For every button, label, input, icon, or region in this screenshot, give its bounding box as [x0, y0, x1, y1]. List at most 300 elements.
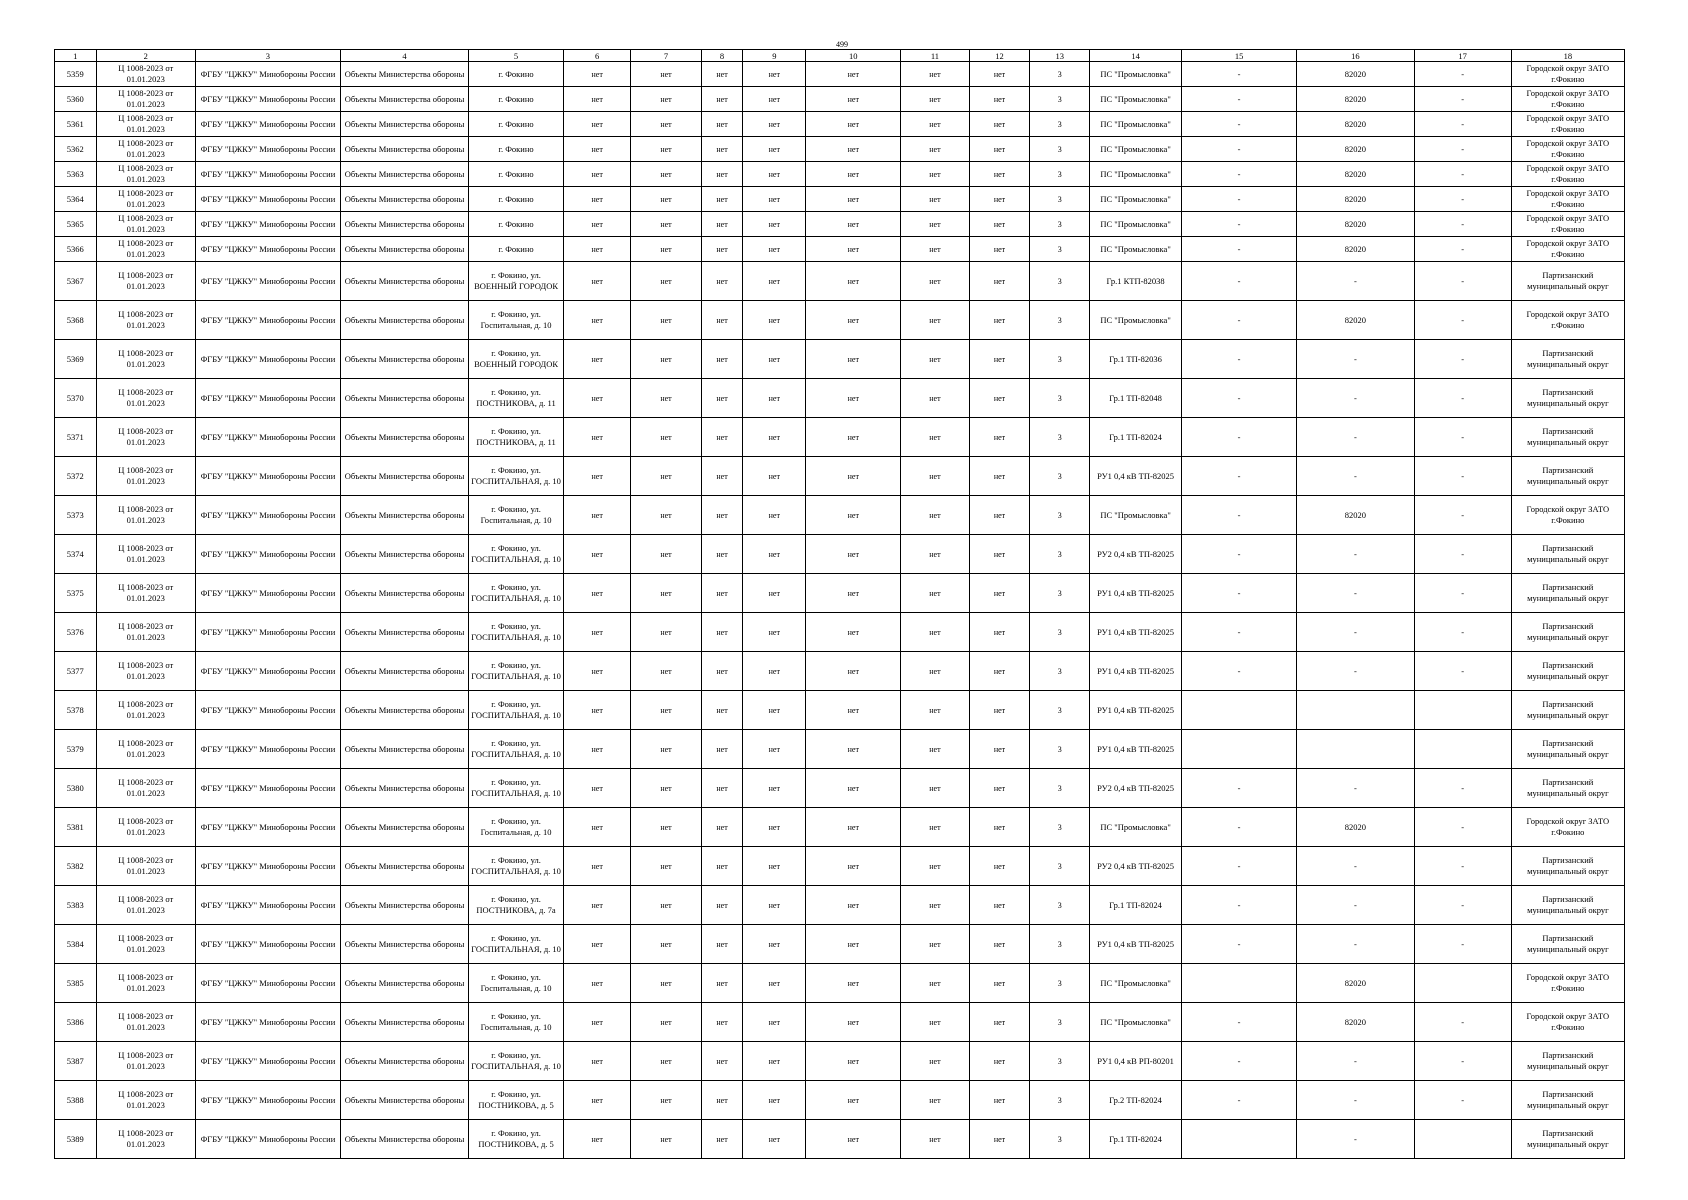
organization: ФГБУ "ЦЖКУ" Минобороны России: [195, 964, 340, 1003]
col-13: 3: [1030, 1003, 1090, 1042]
col-15: -: [1181, 237, 1296, 262]
table-row: [55, 613, 1625, 652]
object-type: Объекты Министерства обороны: [341, 1003, 469, 1042]
col-9: нет: [743, 162, 806, 187]
address: г. Фокино, ул. ПОСТНИКОВА, д. 5: [469, 1081, 564, 1120]
column-header: 10: [806, 50, 901, 62]
organization: ФГБУ "ЦЖКУ" Минобороны России: [195, 162, 340, 187]
col-13: 3: [1030, 769, 1090, 808]
col-15: -: [1181, 1042, 1296, 1081]
document-ref: Ц 1008-2023 от 01.01.2023: [96, 652, 195, 691]
row-number: 5362: [55, 137, 97, 162]
document-ref: Ц 1008-2023 от 01.01.2023: [96, 496, 195, 535]
col-12: нет: [969, 1042, 1030, 1081]
object-type: Объекты Министерства обороны: [341, 652, 469, 691]
document-ref: Ц 1008-2023 от 01.01.2023: [96, 87, 195, 112]
substation-code: 82020: [1297, 301, 1414, 340]
substation-code: -: [1297, 457, 1414, 496]
municipality: Городской округ ЗАТО г.Фокино: [1511, 808, 1624, 847]
col-6: нет: [564, 496, 631, 535]
col-8: нет: [701, 1081, 743, 1120]
supply-source: Гр.1 ТП-82036: [1090, 340, 1182, 379]
col-13: 3: [1030, 418, 1090, 457]
col-9: нет: [743, 379, 806, 418]
col-7: нет: [631, 137, 701, 162]
col-8: нет: [701, 187, 743, 212]
document-ref: Ц 1008-2023 от 01.01.2023: [96, 1120, 195, 1159]
col-6: нет: [564, 964, 631, 1003]
col-15: -: [1181, 1081, 1296, 1120]
col-12: нет: [969, 535, 1030, 574]
address: г. Фокино, ул. ГОСПИТАЛЬНАЯ, д. 10: [469, 691, 564, 730]
col-8: нет: [701, 137, 743, 162]
col-11: нет: [901, 379, 969, 418]
substation-code: -: [1297, 769, 1414, 808]
column-header: 3: [195, 50, 340, 62]
row-number: 5388: [55, 1081, 97, 1120]
row-number: 5369: [55, 340, 97, 379]
col-17: -: [1414, 1081, 1511, 1120]
municipality: Городской округ ЗАТО г.Фокино: [1511, 137, 1624, 162]
address: г. Фокино: [469, 187, 564, 212]
municipality: Партизанский муниципальный округ: [1511, 886, 1624, 925]
row-number: 5360: [55, 87, 97, 112]
col-10: нет: [806, 162, 901, 187]
col-11: нет: [901, 613, 969, 652]
col-7: нет: [631, 187, 701, 212]
col-9: нет: [743, 1081, 806, 1120]
col-8: нет: [701, 112, 743, 137]
organization: ФГБУ "ЦЖКУ" Минобороны России: [195, 1120, 340, 1159]
row-number: 5386: [55, 1003, 97, 1042]
municipality: Городской округ ЗАТО г.Фокино: [1511, 1003, 1624, 1042]
organization: ФГБУ "ЦЖКУ" Минобороны России: [195, 730, 340, 769]
municipality: Партизанский муниципальный округ: [1511, 613, 1624, 652]
col-9: нет: [743, 1042, 806, 1081]
supply-source: Гр.1 КТП-82038: [1090, 262, 1182, 301]
organization: ФГБУ "ЦЖКУ" Минобороны России: [195, 847, 340, 886]
col-6: нет: [564, 535, 631, 574]
address: г. Фокино, ул. ГОСПИТАЛЬНАЯ, д. 10: [469, 652, 564, 691]
table-row: [55, 730, 1625, 769]
municipality: Городской округ ЗАТО г.Фокино: [1511, 964, 1624, 1003]
municipality: Городской округ ЗАТО г.Фокино: [1511, 62, 1624, 87]
col-10: нет: [806, 808, 901, 847]
object-type: Объекты Министерства обороны: [341, 162, 469, 187]
address: г. Фокино, ул. ВОЕННЫЙ ГОРОДОК: [469, 262, 564, 301]
col-13: 3: [1030, 262, 1090, 301]
col-7: нет: [631, 418, 701, 457]
col-6: нет: [564, 340, 631, 379]
col-8: нет: [701, 340, 743, 379]
col-15: -: [1181, 62, 1296, 87]
organization: ФГБУ "ЦЖКУ" Минобороны России: [195, 808, 340, 847]
col-10: нет: [806, 301, 901, 340]
municipality: Городской округ ЗАТО г.Фокино: [1511, 187, 1624, 212]
col-10: нет: [806, 496, 901, 535]
col-17: -: [1414, 379, 1511, 418]
table-row: [55, 87, 1625, 112]
row-number: 5380: [55, 769, 97, 808]
document-ref: Ц 1008-2023 от 01.01.2023: [96, 212, 195, 237]
col-11: нет: [901, 137, 969, 162]
col-6: нет: [564, 187, 631, 212]
address: г. Фокино, ул. ГОСПИТАЛЬНАЯ, д. 10: [469, 613, 564, 652]
supply-source: РУ1 0,4 кВ ТП-82025: [1090, 925, 1182, 964]
col-12: нет: [969, 237, 1030, 262]
row-number: 5366: [55, 237, 97, 262]
col-7: нет: [631, 1120, 701, 1159]
col-8: нет: [701, 1042, 743, 1081]
col-11: нет: [901, 87, 969, 112]
column-header: 8: [701, 50, 743, 62]
supply-source: ПС "Промысловка": [1090, 964, 1182, 1003]
row-number: 5364: [55, 187, 97, 212]
object-type: Объекты Министерства обороны: [341, 62, 469, 87]
object-type: Объекты Министерства обороны: [341, 1042, 469, 1081]
col-15: -: [1181, 418, 1296, 457]
col-13: 3: [1030, 162, 1090, 187]
substation-code: -: [1297, 340, 1414, 379]
supply-source: РУ1 0,4 кВ ТП-82025: [1090, 457, 1182, 496]
address: г. Фокино, ул. ГОСПИТАЛЬНАЯ, д. 10: [469, 574, 564, 613]
col-11: нет: [901, 574, 969, 613]
document-ref: Ц 1008-2023 от 01.01.2023: [96, 457, 195, 496]
municipality: Партизанский муниципальный округ: [1511, 262, 1624, 301]
row-number: 5387: [55, 1042, 97, 1081]
object-type: Объекты Министерства обороны: [341, 1081, 469, 1120]
col-10: нет: [806, 574, 901, 613]
col-9: нет: [743, 1120, 806, 1159]
municipality: Партизанский муниципальный округ: [1511, 925, 1624, 964]
supply-source: ПС "Промысловка": [1090, 187, 1182, 212]
substation-code: -: [1297, 418, 1414, 457]
col-11: нет: [901, 1081, 969, 1120]
table-row: [55, 62, 1625, 87]
col-15: [1181, 691, 1296, 730]
document-ref: Ц 1008-2023 от 01.01.2023: [96, 379, 195, 418]
col-17: -: [1414, 187, 1511, 212]
table-row: [55, 964, 1625, 1003]
col-13: 3: [1030, 847, 1090, 886]
col-9: нет: [743, 62, 806, 87]
column-header: 5: [469, 50, 564, 62]
col-11: нет: [901, 340, 969, 379]
substation-code: -: [1297, 652, 1414, 691]
col-10: нет: [806, 613, 901, 652]
table-row: [55, 691, 1625, 730]
col-8: нет: [701, 652, 743, 691]
document-ref: Ц 1008-2023 от 01.01.2023: [96, 613, 195, 652]
substation-code: 82020: [1297, 137, 1414, 162]
row-number: 5376: [55, 613, 97, 652]
address: г. Фокино, ул. ГОСПИТАЛЬНАЯ, д. 10: [469, 535, 564, 574]
supply-source: РУ1 0,4 кВ ТП-82025: [1090, 691, 1182, 730]
col-6: нет: [564, 262, 631, 301]
col-6: нет: [564, 613, 631, 652]
organization: ФГБУ "ЦЖКУ" Минобороны России: [195, 237, 340, 262]
row-number: 5385: [55, 964, 97, 1003]
document-ref: Ц 1008-2023 от 01.01.2023: [96, 137, 195, 162]
col-15: -: [1181, 379, 1296, 418]
organization: ФГБУ "ЦЖКУ" Минобороны России: [195, 496, 340, 535]
object-type: Объекты Министерства обороны: [341, 886, 469, 925]
col-10: нет: [806, 379, 901, 418]
substation-code: -: [1297, 379, 1414, 418]
col-15: -: [1181, 847, 1296, 886]
col-17: -: [1414, 262, 1511, 301]
col-15: -: [1181, 613, 1296, 652]
substation-code: -: [1297, 574, 1414, 613]
address: г. Фокино, ул. ГОСПИТАЛЬНАЯ, д. 10: [469, 1042, 564, 1081]
document-ref: Ц 1008-2023 от 01.01.2023: [96, 730, 195, 769]
row-number: 5381: [55, 808, 97, 847]
col-6: нет: [564, 574, 631, 613]
col-15: -: [1181, 925, 1296, 964]
document-ref: Ц 1008-2023 от 01.01.2023: [96, 418, 195, 457]
col-13: 3: [1030, 62, 1090, 87]
document-ref: Ц 1008-2023 от 01.01.2023: [96, 262, 195, 301]
col-17: -: [1414, 1003, 1511, 1042]
table-row: [55, 886, 1625, 925]
address: г. Фокино, ул. Госпитальная, д. 10: [469, 1003, 564, 1042]
municipality: Партизанский муниципальный округ: [1511, 652, 1624, 691]
municipality: Партизанский муниципальный округ: [1511, 1120, 1624, 1159]
table-row: [55, 301, 1625, 340]
col-10: нет: [806, 886, 901, 925]
col-7: нет: [631, 262, 701, 301]
substation-code: 82020: [1297, 87, 1414, 112]
col-10: нет: [806, 340, 901, 379]
col-6: нет: [564, 691, 631, 730]
object-type: Объекты Министерства обороны: [341, 847, 469, 886]
col-8: нет: [701, 1120, 743, 1159]
col-8: нет: [701, 262, 743, 301]
col-7: нет: [631, 496, 701, 535]
table-row: [55, 379, 1625, 418]
municipality: Городской округ ЗАТО г.Фокино: [1511, 212, 1624, 237]
col-10: нет: [806, 1042, 901, 1081]
table-row: [55, 535, 1625, 574]
column-header: 11: [901, 50, 969, 62]
object-type: Объекты Министерства обороны: [341, 1120, 469, 1159]
row-number: 5373: [55, 496, 97, 535]
row-number: 5359: [55, 62, 97, 87]
col-12: нет: [969, 847, 1030, 886]
organization: ФГБУ "ЦЖКУ" Минобороны России: [195, 1042, 340, 1081]
organization: ФГБУ "ЦЖКУ" Минобороны России: [195, 187, 340, 212]
col-6: нет: [564, 62, 631, 87]
col-6: нет: [564, 847, 631, 886]
object-type: Объекты Министерства обороны: [341, 574, 469, 613]
col-11: нет: [901, 1120, 969, 1159]
address: г. Фокино: [469, 137, 564, 162]
col-11: нет: [901, 187, 969, 212]
col-13: 3: [1030, 964, 1090, 1003]
row-number: 5379: [55, 730, 97, 769]
object-type: Объекты Министерства обороны: [341, 808, 469, 847]
col-9: нет: [743, 112, 806, 137]
col-7: нет: [631, 730, 701, 769]
supply-source: ПС "Промысловка": [1090, 1003, 1182, 1042]
col-17: [1414, 730, 1511, 769]
supply-source: ПС "Промысловка": [1090, 62, 1182, 87]
organization: ФГБУ "ЦЖКУ" Минобороны России: [195, 418, 340, 457]
col-13: 3: [1030, 137, 1090, 162]
col-8: нет: [701, 769, 743, 808]
municipality: Городской округ ЗАТО г.Фокино: [1511, 162, 1624, 187]
municipality: Партизанский муниципальный округ: [1511, 340, 1624, 379]
col-10: нет: [806, 847, 901, 886]
col-8: нет: [701, 379, 743, 418]
supply-source: Гр.1 ТП-82048: [1090, 379, 1182, 418]
supply-source: РУ1 0,4 кВ ТП-82025: [1090, 574, 1182, 613]
col-12: нет: [969, 691, 1030, 730]
organization: ФГБУ "ЦЖКУ" Минобороны России: [195, 925, 340, 964]
address: г. Фокино: [469, 237, 564, 262]
table-row: [55, 652, 1625, 691]
municipality: Партизанский муниципальный округ: [1511, 730, 1624, 769]
organization: ФГБУ "ЦЖКУ" Минобороны России: [195, 652, 340, 691]
col-12: нет: [969, 1003, 1030, 1042]
col-8: нет: [701, 613, 743, 652]
column-header: 18: [1511, 50, 1624, 62]
col-7: нет: [631, 340, 701, 379]
col-11: нет: [901, 652, 969, 691]
object-type: Объекты Министерства обороны: [341, 613, 469, 652]
document-ref: Ц 1008-2023 от 01.01.2023: [96, 1042, 195, 1081]
col-8: нет: [701, 301, 743, 340]
col-9: нет: [743, 237, 806, 262]
col-12: нет: [969, 87, 1030, 112]
organization: ФГБУ "ЦЖКУ" Минобороны России: [195, 535, 340, 574]
col-10: нет: [806, 112, 901, 137]
col-7: нет: [631, 691, 701, 730]
col-9: нет: [743, 87, 806, 112]
col-13: 3: [1030, 613, 1090, 652]
col-13: 3: [1030, 301, 1090, 340]
address: г. Фокино: [469, 212, 564, 237]
row-number: 5378: [55, 691, 97, 730]
col-15: -: [1181, 87, 1296, 112]
object-type: Объекты Министерства обороны: [341, 457, 469, 496]
col-17: [1414, 691, 1511, 730]
document-ref: Ц 1008-2023 от 01.01.2023: [96, 162, 195, 187]
col-13: 3: [1030, 574, 1090, 613]
col-11: нет: [901, 964, 969, 1003]
col-10: нет: [806, 457, 901, 496]
col-11: нет: [901, 212, 969, 237]
col-7: нет: [631, 87, 701, 112]
col-8: нет: [701, 1003, 743, 1042]
col-7: нет: [631, 847, 701, 886]
address: г. Фокино, ул. ГОСПИТАЛЬНАЯ, д. 10: [469, 457, 564, 496]
substation-code: [1297, 691, 1414, 730]
col-12: нет: [969, 162, 1030, 187]
row-number: 5371: [55, 418, 97, 457]
row-number: 5367: [55, 262, 97, 301]
col-6: нет: [564, 457, 631, 496]
row-number: 5368: [55, 301, 97, 340]
column-header: 12: [969, 50, 1030, 62]
address: г. Фокино, ул. ГОСПИТАЛЬНАЯ, д. 10: [469, 925, 564, 964]
supply-source: Гр.1 ТП-82024: [1090, 1120, 1182, 1159]
col-15: -: [1181, 808, 1296, 847]
col-7: нет: [631, 535, 701, 574]
document-ref: Ц 1008-2023 от 01.01.2023: [96, 237, 195, 262]
col-9: нет: [743, 212, 806, 237]
col-17: -: [1414, 886, 1511, 925]
object-type: Объекты Министерства обороны: [341, 535, 469, 574]
object-type: Объекты Министерства обороны: [341, 964, 469, 1003]
supply-source: РУ1 0,4 кВ ТП-82025: [1090, 652, 1182, 691]
col-9: нет: [743, 340, 806, 379]
substation-code: [1297, 730, 1414, 769]
organization: ФГБУ "ЦЖКУ" Минобороны России: [195, 301, 340, 340]
row-number: 5383: [55, 886, 97, 925]
col-11: нет: [901, 769, 969, 808]
col-13: 3: [1030, 187, 1090, 212]
col-10: нет: [806, 925, 901, 964]
col-13: 3: [1030, 112, 1090, 137]
row-number: 5363: [55, 162, 97, 187]
substation-code: 82020: [1297, 112, 1414, 137]
substation-code: 82020: [1297, 496, 1414, 535]
col-8: нет: [701, 496, 743, 535]
col-15: -: [1181, 652, 1296, 691]
col-12: нет: [969, 808, 1030, 847]
substation-code: -: [1297, 613, 1414, 652]
supply-source: ПС "Промысловка": [1090, 162, 1182, 187]
col-9: нет: [743, 691, 806, 730]
municipality: Партизанский муниципальный округ: [1511, 847, 1624, 886]
document-ref: Ц 1008-2023 от 01.01.2023: [96, 964, 195, 1003]
municipality: Партизанский муниципальный округ: [1511, 574, 1624, 613]
col-10: нет: [806, 964, 901, 1003]
col-8: нет: [701, 964, 743, 1003]
col-9: нет: [743, 535, 806, 574]
col-6: нет: [564, 808, 631, 847]
col-11: нет: [901, 808, 969, 847]
table-row: [55, 237, 1625, 262]
table-row: [55, 418, 1625, 457]
col-9: нет: [743, 457, 806, 496]
table-row: [55, 1003, 1625, 1042]
col-7: нет: [631, 1042, 701, 1081]
col-17: -: [1414, 574, 1511, 613]
organization: ФГБУ "ЦЖКУ" Минобороны России: [195, 691, 340, 730]
col-6: нет: [564, 237, 631, 262]
col-15: -: [1181, 212, 1296, 237]
address: г. Фокино: [469, 112, 564, 137]
document-ref: Ц 1008-2023 от 01.01.2023: [96, 187, 195, 212]
column-header: 6: [564, 50, 631, 62]
supply-source: Гр.1 ТП-82024: [1090, 418, 1182, 457]
row-number: 5370: [55, 379, 97, 418]
col-13: 3: [1030, 691, 1090, 730]
table-row: [55, 212, 1625, 237]
col-12: нет: [969, 769, 1030, 808]
col-8: нет: [701, 535, 743, 574]
substation-code: 82020: [1297, 212, 1414, 237]
table-row: [55, 769, 1625, 808]
col-6: нет: [564, 87, 631, 112]
col-17: -: [1414, 925, 1511, 964]
col-17: -: [1414, 769, 1511, 808]
supply-source: ПС "Промысловка": [1090, 137, 1182, 162]
col-12: нет: [969, 1081, 1030, 1120]
col-10: нет: [806, 730, 901, 769]
